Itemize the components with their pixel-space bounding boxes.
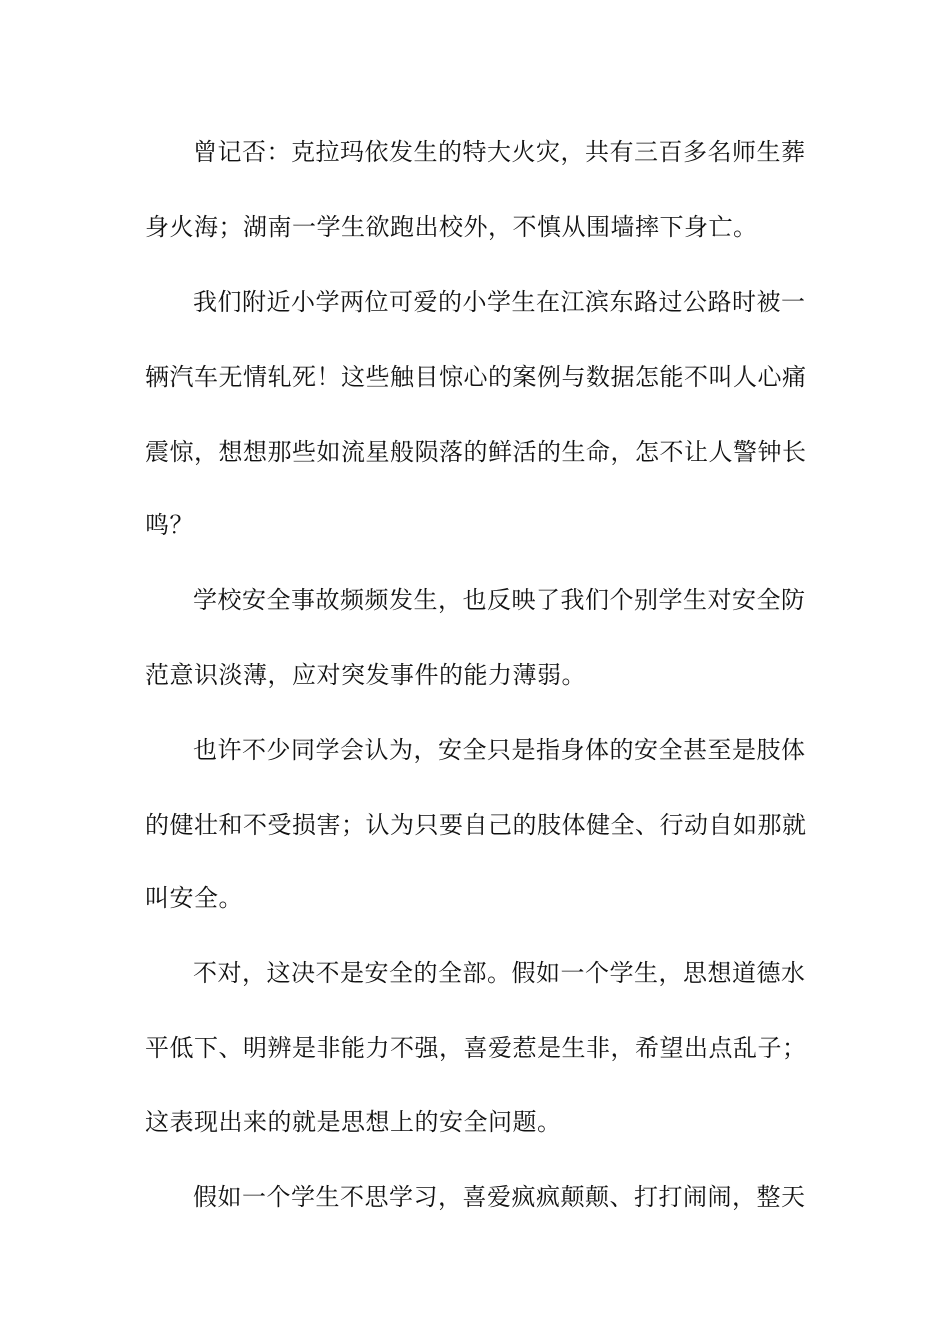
paragraph-1-line-2: 身火海；湖南一学生欲跑出校外，不慎从围墙摔下身亡。	[145, 213, 758, 241]
paragraph-4-line-3: 叫安全。	[145, 884, 243, 912]
paragraph-2-line-4: 鸣？	[145, 511, 194, 539]
paragraph-3-line-2: 范意识淡薄，应对突发事件的能力薄弱。	[145, 661, 586, 689]
paragraph-6-line-1: 假如一个学生不思学习，喜爱疯疯颠颠、打打闹闹，整天	[193, 1183, 806, 1211]
paragraph-2-line-2: 辆汽车无情轧死！这些触目惊心的案例与数据怎能不叫人心痛	[145, 363, 807, 391]
paragraph-1-line-1: 曾记否：克拉玛依发生的特大火灾，共有三百多名师生葬	[193, 138, 806, 166]
paragraph-4-line-2: 的健壮和不受损害；认为只要自己的肢体健全、行动自如那就	[145, 811, 807, 839]
paragraph-2-line-1: 我们附近小学两位可爱的小学生在江滨东路过公路时被一	[193, 288, 806, 316]
paragraph-3-line-1: 学校安全事故频频发生，也反映了我们个别学生对安全防	[193, 586, 806, 614]
paragraph-5-line-2: 平低下、明辨是非能力不强，喜爱惹是生非，希望出点乱子；	[145, 1034, 807, 1062]
paragraph-2-line-3: 震惊，想想那些如流星般陨落的鲜活的生命，怎不让人警钟长	[145, 438, 807, 466]
paragraph-5-line-1: 不对，这决不是安全的全部。假如一个学生，思想道德水	[193, 959, 806, 987]
paragraph-5-line-3: 这表现出来的就是思想上的安全问题。	[145, 1108, 562, 1136]
paragraph-4-line-1: 也许不少同学会认为，安全只是指身体的安全甚至是肢体	[193, 736, 806, 764]
